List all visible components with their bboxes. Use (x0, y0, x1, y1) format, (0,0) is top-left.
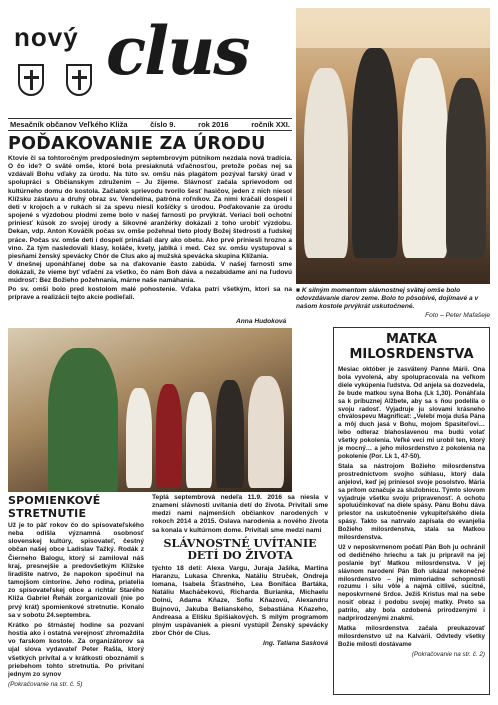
subtitle: Mesačník občanov Veľkého Kliža (10, 120, 128, 129)
article-harvest-text2: V dnešnej uponáhľanej dobe sa na ďakovanie často zabúda. V našej farnosti sme dokázali, že vieme byť vďační za všetko, čo nám Boh dáva a nezabúdame ani na ľudovú múdrosť: Bez Božieho požehnania, márne naše namáhania. (8, 261, 292, 285)
coat-of-arms-icon (18, 64, 44, 96)
article-title-welcome: SLÁVNOSTNÉ UVÍTANIE DETÍ DO ŽIVOTA (163, 536, 317, 562)
article-harvest-text3: Po sv. omši bolo pred kostolom malé pohostenie. Vďaka patrí všetkým, ktorí sa na príprave a realizácii tejto akcie podieľali. (8, 285, 292, 301)
masthead (8, 4, 292, 116)
article-mercy-continued: (Pokračovanie na str. č. 2) (411, 650, 485, 658)
article-memorial-continued: (Pokračovanie na str. č. 5) (8, 680, 83, 688)
article-mother-of-mercy (333, 327, 490, 695)
article-memorial-text2: Krátko po štrnástej hodine sa pozvaní hostia ako i ostatná verejnosť zhromaždila vo farskom kostole. Za organizátorov sa ujal slova vydavateľ Peter Rašla, ktorý všetkých privítal a v krátkosti oboznámil s priebehom tohto stretnutia. Po privítaní jednym zo synov (8, 621, 144, 678)
article-memorial-meeting (8, 494, 144, 688)
article-mercy-p3: Už v neposkvrnenom počatí Pán Boh ju ochránil od dedičného hriechu a tak ju pripravil na jej poslanie byť Matkou milosrdenstva. V jej slávnom narodení Pán Boh ukázal nekonečné milosrdenstvo – jej mimoriadne schopnosti rozumu i silu vôle a najmä citlivé, súcitné, neposkvrnené Srdce. Ježiš Kristus mal na sebe nosiť obraz i podobu svojej matky. Preto sa patrilo, aby bola ozdobená prirodzenými i nadprirodzenými znakmi. (338, 543, 485, 623)
article-welcome-text: týchto 18 detí: Alexa Vargu, Juraja Jašíka, Martina Haranzu, Lukasa Chrenka, Natáliu Struček, Ondreja Iomana, Isabela Šťastného, Lea Bonifáca Bartáka, Natáliu Macháčekovú, Richarda Burianka, Michaelu Dolnú, Adama Kňaze, Sofiu Kňazovú, Alexandru Bujnovú, Jakuba Belianského, Sebastiána Kňazeho, Andreasa a Elišku Spišiakových. S milým programom plným uspávaniek a piesní vystúpil Ženský spevácky zbor Chór de Clus. (152, 564, 328, 638)
article-harvest-author: Anna Hudoková (236, 318, 287, 325)
article-welcome-children (152, 494, 328, 647)
photo-ceremony (8, 328, 292, 492)
masthead-novy: nový (14, 22, 79, 52)
issue-number: číslo 9. (150, 120, 176, 129)
article-mercy-p2: Stala sa nástrojom Božieho milosrdenstva prostredníctvom svojho súhlasu, ktorý dala anjelovi, keď jej priniesol svoje posolstvo. Mária sa prítom označuje za služobnicu. Týmto slovom vyjadruje všetku svoju pripravenosť. A ochotu spoluúčinkovať na diele spásy. Pánu Bohu dáva priestor na uskutočnenie vykupiteľského diela spásy. Takto sa natrvalo zapísala do evanjelia Božieho milosrdenstva, stala sa Matkou milosrdenstva. (338, 462, 485, 542)
issue-year: rok 2016 (198, 120, 229, 129)
article-welcome-author: Ing. Tatiana Sasková (263, 640, 328, 648)
article-mercy-p4: Matka milosrdenstva začala preukazovať milosrdenstvo už na Kalvárii. Odvtedy všetky Božie milosti dostávame (338, 625, 485, 648)
article-welcome-intro: Teplá septembrová nedeľa 11.9. 2016 sa niesla v znamení slávnosti uvítania detí do života. Privítali sme medzi nami najmenších občiankov narodených v rokoch 2014 a 2015. Oslava narodenia a nového života sa konala v kultúrnom dome. Privítali sme medzi nami (152, 494, 328, 534)
article-title-mercy: MATKA MILOSRDENSTVA (349, 332, 474, 362)
coat-of-arms-icon (66, 64, 92, 96)
issue-volume: ročník XXI. (251, 120, 290, 129)
photo-offering (296, 8, 490, 284)
photo-offering-caption: ■ K silným momentom slávnostnej svätej omše bolo odovzdávanie darov zeme. Bolo to pôsobivé, dojímavé a v našom kostole prvýkrát uskutočnené. (296, 287, 479, 310)
issue-info-bar (8, 118, 292, 131)
article-memorial-text: Už je to päť rokov čo do spisovateľského neba odišla významná osobnosť slovenskej kultúry, spisovateľ, čestný občan našej obce Ladislav Tažký. Rodák z Čierneho Balogu, ktorý si zamiloval náš kraj, presnejšie a predovšetkým Klížske liradište natrvo, že napokon spočinul na tamojšom cintoríne. Jeho rodina, priatelia zo spisovateľskej obce a richtár Starého Kliža Gabriel Řehák zorganizovali (nie po prvý krát) spomienkové stretnutie. Konalo sa v sobotu 24.septembra. (8, 522, 144, 619)
photo-offering-credit: Foto – Peter Mafašeje (425, 312, 490, 319)
article-mercy-p1: Mesiac október je zasvätený Panne Márii. Ona bola vyvolená, aby spolupracovala na veľkom diele vykúpenia ľudstva. Od anjela sa dozvedela, že bude matkou syna Boha (Lk 1,30). Ponáhľala sa k príbuznej Alžbete, aby sa s ňou podelila o svoju radosť. Vyjadruje ju slovami krásneho chválospevu Magnificat: „Velebí moja duša Pána a môj duch jasá v Bohu, mojom Spasiteľovi… lebo odteraz blahoslavenou ma budú volať všetky pokolenia. Veľké veci mi urobil ten, ktorý je mocný… a jeho milosrdenstvo z pokolenia na pokolenie (Por. Lk 1, 47-50). (338, 366, 485, 460)
article-harvest (8, 155, 292, 302)
article-harvest-text: Ktovie či sa tohtoročným predposledným septembrovým pútnikom nezdala nová tradícia. O čo ide? O sväté omše, ktoré bola presiaknutá vďačnosťou, pretože počas nej sa vzdávali Bohu vďaky za úrodu. Na túto sv. omšu nás plagátom pozýval farský úrad v spolupráci s Občianskym združením – Ju žijeme. Slávnosť začala sprievodom od kultúrneho domu do kostola. Začiatok sprievodu tvorilo šesť hasičov, jeden z nich niesol Klížsku zástavu a druhý obraz sv. Vendelína, patróna roľníkov. Za nimi kráčali dospelí i deti v krojoch a v rukách si za spevu niesli košíčky s úrodou. Poďakovanie za úrodu spojené s výzdobou plodmi zeme bolo v našej farnosti po prvýkrát. Veriaci boli ochotní priniesť kúsok zo svojej úrody a šikovné aranžérky dokázali z toho urobiť výzdobu. Dekan, vdp. Anton Kováčik počas sv. omše požehnal tieto plody Božej štedrosti a ľudskej práce. Počas sv. omše deti i dospelí prinášali dary ako obetu. Ako prvé priniesli hrozno a víno. Za tým nasledovali klasy, koláče, kvety, jablká i med. Cez sv. omšu vystupoval s piesňami ženský spevácky Chór de Clus ako aj mužská spevácka skupina Klížania. (8, 155, 292, 260)
masthead-clus: clus (106, 12, 249, 90)
article-title-harvest: POĎAKOVANIE ZA ÚRODU (8, 134, 266, 154)
article-title-memorial: SPOMIENKOVÉ STRETNUTIE (8, 494, 101, 520)
